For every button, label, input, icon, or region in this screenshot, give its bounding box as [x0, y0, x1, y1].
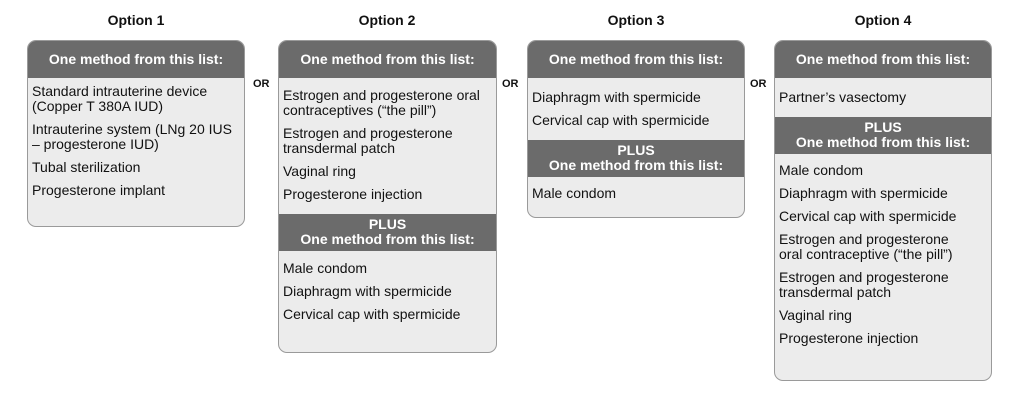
option-2-plus-item: Cervical cap with spermicide — [283, 306, 461, 322]
option-4-plus-item: Cervical cap with spermicide — [779, 208, 957, 224]
option-2-plus-item: Male condom — [283, 260, 368, 276]
option-2-header: One method from this list: — [279, 41, 496, 78]
option-2-plus-list — [279, 251, 496, 338]
option-2-list — [279, 78, 496, 214]
option-4-box — [774, 40, 992, 381]
option-1-item: Intrauterine system (LNg 20 IUS – progesterone IUD) — [32, 121, 232, 152]
option-3-plus-item: Male condom — [532, 185, 617, 201]
option-2-item: Estrogen and progesterone transdermal patch — [283, 125, 453, 156]
or-connector-2: OR — [502, 78, 519, 90]
option-1-header: One method from this list: — [28, 41, 244, 78]
option-3-item: Diaphragm with spermicide — [532, 89, 701, 105]
option-3-plus-label: PLUS — [617, 142, 655, 158]
option-1-item: Progesterone implant — [32, 182, 166, 198]
option-2-plus-header — [279, 214, 496, 251]
option-4-plus-subheader: One method from this list: — [795, 134, 971, 150]
option-4-title: Option 4 — [854, 12, 912, 28]
option-1-list — [28, 78, 244, 214]
option-4-plus-item: Estrogen and progesterone oral contraceptive (“the pill”) — [779, 231, 953, 262]
option-2-box — [278, 40, 497, 353]
option-1-title: Option 1 — [107, 12, 165, 28]
or-connector-3: OR — [750, 78, 767, 90]
option-1-item: Standard intrauterine device (Copper T 380A IUD) — [32, 83, 208, 114]
option-2-plus-subheader: One method from this list: — [300, 231, 475, 247]
option-4-plus-item: Estrogen and progesterone transdermal patch — [779, 269, 949, 300]
option-3-plus-list — [528, 177, 744, 217]
option-3-header: One method from this list: — [528, 41, 744, 78]
option-1-item: Tubal sterilization — [32, 159, 141, 175]
option-4-plus-item: Diaphragm with spermicide — [779, 185, 948, 201]
option-4-plus-list — [775, 154, 991, 362]
option-3-item: Cervical cap with spermicide — [532, 112, 710, 128]
option-2-plus-label: PLUS — [368, 216, 407, 232]
option-4-header: One method from this list: — [775, 41, 991, 78]
option-3-plus-subheader: One method from this list: — [548, 157, 724, 173]
option-4-plus-header — [775, 117, 991, 154]
option-4-plus-item: Progesterone injection — [779, 330, 919, 346]
option-2-plus-item: Diaphragm with spermicide — [283, 283, 452, 299]
option-4-plus-item: Male condom — [779, 162, 864, 178]
option-3-title: Option 3 — [607, 12, 665, 28]
option-3-box — [527, 40, 745, 218]
option-2-title: Option 2 — [358, 12, 416, 28]
option-3-list — [528, 78, 744, 140]
option-4-list — [775, 78, 991, 117]
option-2-item: Estrogen and progesterone oral contraceptives (“the pill”) — [283, 87, 480, 118]
option-4-item: Partner’s vasectomy — [779, 89, 907, 105]
option-4-plus-item: Vaginal ring — [779, 307, 852, 323]
option-4-plus-label: PLUS — [864, 119, 902, 135]
option-2-item: Vaginal ring — [283, 163, 356, 179]
option-3-plus-header — [528, 140, 744, 177]
or-connector-1: OR — [253, 78, 270, 90]
option-2-item: Progesterone injection — [283, 186, 423, 202]
option-1-box — [27, 40, 245, 227]
